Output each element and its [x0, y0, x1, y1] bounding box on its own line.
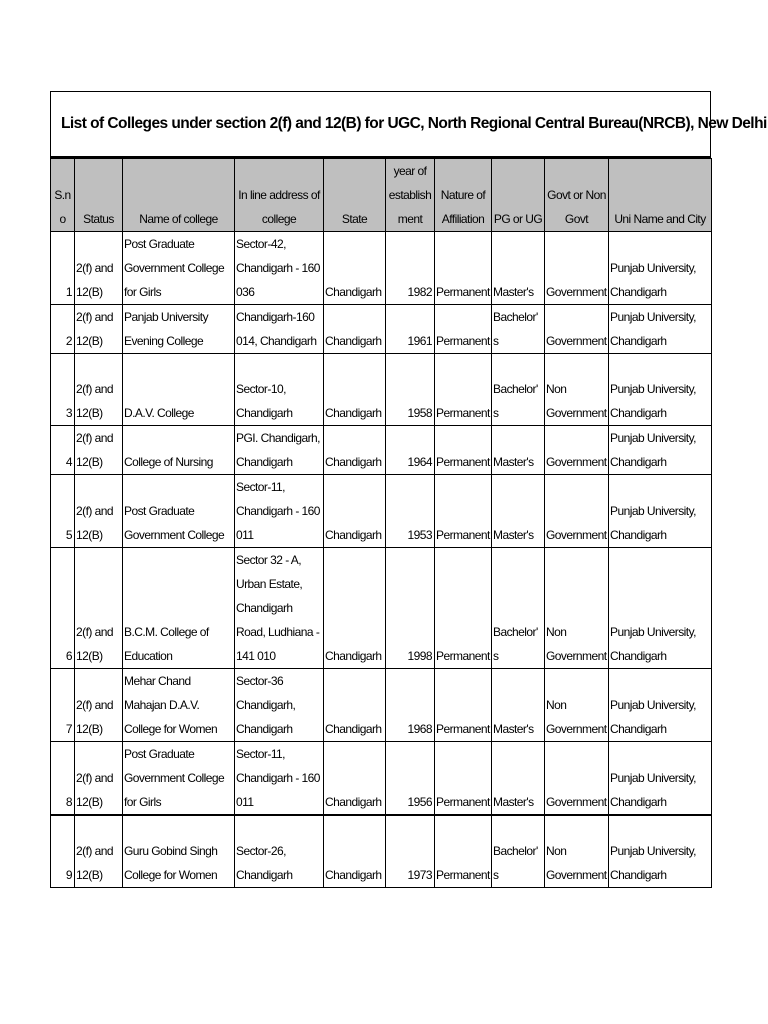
table-row — [51, 742, 712, 816]
cell-affiliation: Permanent — [435, 742, 492, 816]
table-row — [51, 475, 712, 548]
cell-uni: Punjab University, Chandigarh — [609, 669, 712, 742]
cell-affiliation: Permanent — [435, 426, 492, 475]
header-address: In line address of college — [235, 159, 324, 232]
cell-year: 1973 — [386, 815, 435, 887]
cell-name: Post Graduate Government College — [123, 475, 235, 548]
cell-address: Sector-10, Chandigarh — [235, 354, 324, 426]
table-row — [51, 305, 712, 354]
cell-address: Chandigarh-160 014, Chandigarh — [235, 305, 324, 354]
cell-govt: Government — [545, 475, 609, 548]
cell-status: 2(f) and 12(B) — [75, 742, 123, 816]
cell-address: Sector-11, Chandigarh - 160 011 — [235, 742, 324, 816]
table-row — [51, 815, 712, 887]
cell-name: Panjab University Evening College — [123, 305, 235, 354]
cell-uni: Punjab University, Chandigarh — [609, 426, 712, 475]
college-table — [50, 158, 712, 888]
cell-govt: Government — [545, 742, 609, 816]
cell-affiliation: Permanent — [435, 232, 492, 305]
cell-address: Sector-36 Chandigarh, Chandigarh — [235, 669, 324, 742]
cell-status: 2(f) and 12(B) — [75, 815, 123, 887]
cell-uni: Punjab University, Chandigarh — [609, 475, 712, 548]
header-year: year of establish ment — [386, 159, 435, 232]
cell-state: Chandigarh — [324, 669, 386, 742]
cell-pgug: Master's — [492, 426, 545, 475]
cell-pgug: Bachelor's — [492, 815, 545, 887]
cell-year: 1953 — [386, 475, 435, 548]
cell-pgug: Master's — [492, 742, 545, 816]
header-row — [51, 159, 712, 232]
header-uni: Uni Name and City — [609, 159, 712, 232]
cell-state: Chandigarh — [324, 548, 386, 669]
cell-govt: Government — [545, 305, 609, 354]
cell-name: Post Graduate Government College for Girls — [123, 232, 235, 305]
cell-name: College of Nursing — [123, 426, 235, 475]
cell-year: 1956 — [386, 742, 435, 816]
cell-govt: Non Government — [545, 548, 609, 669]
cell-govt: Government — [545, 426, 609, 475]
cell-sno: 1 — [51, 232, 75, 305]
cell-affiliation: Permanent — [435, 305, 492, 354]
college-list-sheet — [50, 91, 767, 888]
cell-state: Chandigarh — [324, 815, 386, 887]
cell-sno: 4 — [51, 426, 75, 475]
cell-sno: 2 — [51, 305, 75, 354]
table-row — [51, 548, 712, 669]
cell-sno: 9 — [51, 815, 75, 887]
cell-affiliation: Permanent — [435, 475, 492, 548]
title-row — [50, 91, 767, 158]
cell-name: D.A.V. College — [123, 354, 235, 426]
cell-state: Chandigarh — [324, 305, 386, 354]
table-row — [51, 669, 712, 742]
cell-status: 2(f) and 12(B) — [75, 305, 123, 354]
cell-govt: Non Government — [545, 815, 609, 887]
cell-sno: 8 — [51, 742, 75, 816]
page-title: List of Colleges under section 2(f) and 12(B) for UGC, North Regional Central Bureau(NRCB), New Delhi — [61, 115, 767, 132]
cell-pgug: Bachelor's — [492, 305, 545, 354]
cell-uni: Punjab University, Chandigarh — [609, 305, 712, 354]
cell-status: 2(f) and 12(B) — [75, 426, 123, 475]
header-sno: S.no — [51, 159, 75, 232]
cell-sno: 6 — [51, 548, 75, 669]
cell-address: Sector-11, Chandigarh - 160 011 — [235, 475, 324, 548]
cell-name: Guru Gobind Singh College for Women — [123, 815, 235, 887]
cell-affiliation: Permanent — [435, 669, 492, 742]
cell-state: Chandigarh — [324, 475, 386, 548]
cell-name: Mehar Chand Mahajan D.A.V. College for Women — [123, 669, 235, 742]
cell-name: Post Graduate Government College for Girls — [123, 742, 235, 816]
cell-pgug: Master's — [492, 669, 545, 742]
cell-year: 1998 — [386, 548, 435, 669]
cell-uni: Punjab University, Chandigarh — [609, 815, 712, 887]
cell-state: Chandigarh — [324, 742, 386, 816]
cell-address: Sector 32 - A, Urban Estate, Chandigarh Road, Ludhiana - 141 010 — [235, 548, 324, 669]
cell-pgug: Bachelor's — [492, 354, 545, 426]
cell-address: Sector-26, Chandigarh — [235, 815, 324, 887]
cell-uni: Punjab University, Chandigarh — [609, 548, 712, 669]
table-row — [51, 426, 712, 475]
cell-uni: Punjab University, Chandigarh — [609, 232, 712, 305]
cell-govt: Government — [545, 232, 609, 305]
cell-status: 2(f) and 12(B) — [75, 475, 123, 548]
cell-year: 1958 — [386, 354, 435, 426]
cell-status: 2(f) and 12(B) — [75, 232, 123, 305]
header-state: State — [324, 159, 386, 232]
cell-status: 2(f) and 12(B) — [75, 354, 123, 426]
cell-govt: Non Government — [545, 354, 609, 426]
header-name: Name of college — [123, 159, 235, 232]
cell-name: B.C.M. College of Education — [123, 548, 235, 669]
cell-address: PGI. Chandigarh, Chandigarh — [235, 426, 324, 475]
cell-uni: Punjab University, Chandigarh — [609, 354, 712, 426]
cell-year: 1982 — [386, 232, 435, 305]
header-status: Status — [75, 159, 123, 232]
header-affiliation: Nature of Affiliation — [435, 159, 492, 232]
cell-state: Chandigarh — [324, 354, 386, 426]
cell-pgug: Master's — [492, 232, 545, 305]
header-govt: Govt or Non Govt — [545, 159, 609, 232]
table-row — [51, 354, 712, 426]
table-row — [51, 232, 712, 305]
cell-pgug: Master's — [492, 475, 545, 548]
cell-sno: 3 — [51, 354, 75, 426]
cell-year: 1964 — [386, 426, 435, 475]
cell-affiliation: Permanent — [435, 548, 492, 669]
cell-year: 1961 — [386, 305, 435, 354]
cell-state: Chandigarh — [324, 426, 386, 475]
cell-pgug: Bachelor's — [492, 548, 545, 669]
cell-sno: 5 — [51, 475, 75, 548]
cell-status: 2(f) and 12(B) — [75, 548, 123, 669]
cell-address: Sector-42, Chandigarh - 160 036 — [235, 232, 324, 305]
cell-year: 1968 — [386, 669, 435, 742]
cell-uni: Punjab University, Chandigarh — [609, 742, 712, 816]
header-pgug: PG or UG — [492, 159, 545, 232]
cell-affiliation: Permanent — [435, 354, 492, 426]
cell-govt: Non Government — [545, 669, 609, 742]
cell-sno: 7 — [51, 669, 75, 742]
cell-affiliation: Permanent — [435, 815, 492, 887]
cell-status: 2(f) and 12(B) — [75, 669, 123, 742]
cell-state: Chandigarh — [324, 232, 386, 305]
